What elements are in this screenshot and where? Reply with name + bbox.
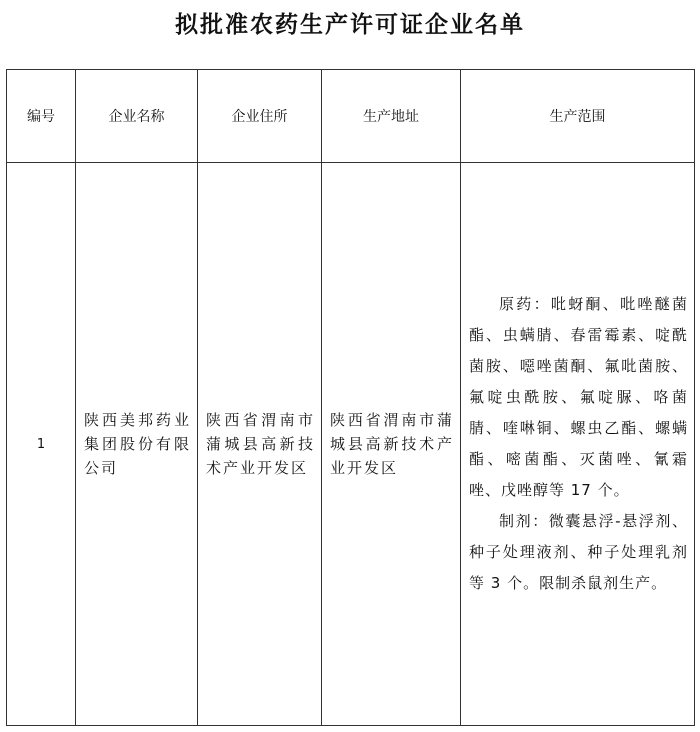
table-header-row [7,70,695,163]
row-production-scope [461,163,695,726]
header-production-address: 生产地址 [322,70,461,163]
scope-technical-paragraph: 原药：吡蚜酮、吡唑醚菌酯、虫螨腈、春雷霉素、啶酰菌胺、噁唑菌酮、氟吡菌胺、氟啶虫酰胺、氟啶脲、咯菌腈、喹啉铜、螺虫乙酯、螺螨酯、嘧菌酯、灭菌唑、氰霜唑、戊唑醇等 17 个。 [469,295,688,499]
header-company-name: 企业名称 [76,70,198,163]
document-title: 拟批准农药生产许可证企业名单 [175,12,525,38]
license-table [6,69,695,726]
row-company-name: 陕西美邦药业集团股份有限公司 [76,163,198,726]
header-production-scope: 生产范围 [461,70,695,163]
scope-formulation-paragraph: 制剂：微囊悬浮-悬浮剂、种子处理液剂、种子处理乳剂等 3 个。限制杀鼠剂生产。 [469,512,688,592]
row-production-address: 陕西省渭南市蒲城县高新技术产业开发区 [322,163,461,726]
header-company-address: 企业住所 [198,70,322,163]
row-number: 1 [7,163,76,726]
table-row [7,163,695,726]
row-company-address: 陕西省渭南市蒲城县高新技术产业开发区 [198,163,322,726]
header-number: 编号 [7,70,76,163]
